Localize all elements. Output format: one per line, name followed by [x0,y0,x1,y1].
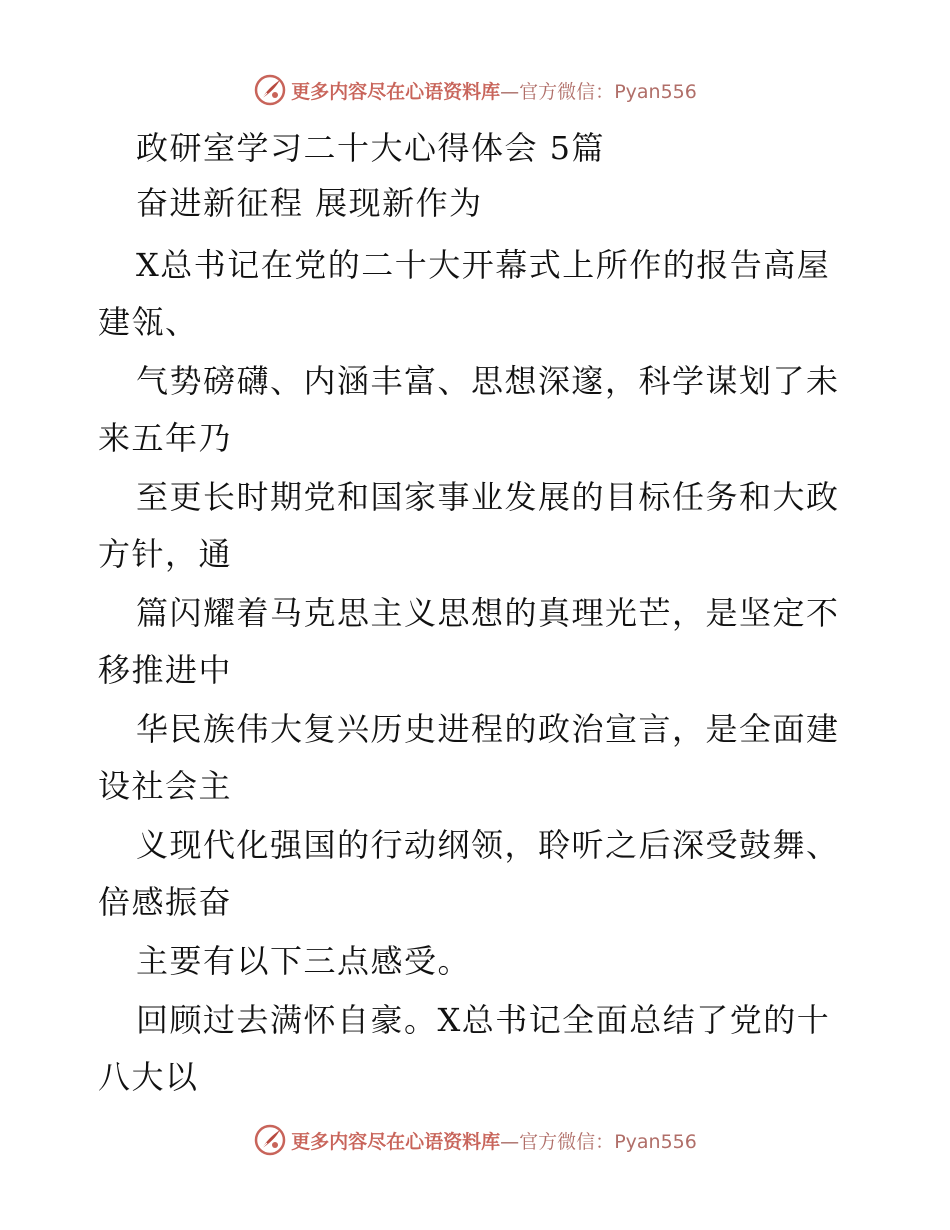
paragraph-line: 八大以 [98,1058,199,1096]
paragraph-line: 设社会主 [98,767,233,805]
paragraph-line: X总书记在党的二十大开幕式上所作的报告高屋 [136,246,831,284]
watermark-site-text: 更多内容尽在心语资料库 [291,80,501,103]
paragraph-line: 方针，通 [98,535,233,573]
watermark-wechat-label: 官方微信： [519,80,615,103]
paragraph-line: 建瓴、 [98,303,199,341]
header-watermark [0,70,950,110]
watermark-wechat-label: 官方微信： [519,1130,615,1153]
watermark-wechat-id: Pyan556 [614,80,697,103]
watermark-separator: — [500,1130,520,1153]
watermark-wechat-id: Pyan556 [614,1130,697,1153]
paragraph-line: 华民族伟大复兴历史进程的政治宣言，是全面建 [136,710,840,748]
paragraph-line: 来五年乃 [98,419,233,457]
paragraph-line: 倍感振奋 [98,883,233,921]
quill-pen-logo-icon [253,1123,287,1157]
watermark-site-text: 更多内容尽在心语资料库 [291,1130,501,1153]
watermark-separator: — [500,80,520,103]
paragraph-line: 气势磅礴、内涵丰富、思想深邃，科学谋划了未 [136,362,840,400]
paragraph-line: 篇闪耀着马克思主义思想的真理光芒，是坚定不 [136,594,840,632]
document-subtitle: 奋进新征程 展现新作为 [136,184,483,222]
paragraph-line: 主要有以下三点感受。 [136,942,472,980]
paragraph-line: 义现代化强国的行动纲领，聆听之后深受鼓舞、 [136,826,840,864]
paragraph-line: 回顾过去满怀自豪。X总书记全面总结了党的十 [136,1001,831,1039]
paragraph-line: 至更长时期党和国家事业发展的目标任务和大政 [136,478,840,516]
document-title: 政研室学习二十大心得体会 5篇 [136,129,606,167]
paragraph-line: 移推进中 [98,651,233,689]
quill-pen-logo-icon [253,73,287,107]
footer-watermark [0,1120,950,1160]
